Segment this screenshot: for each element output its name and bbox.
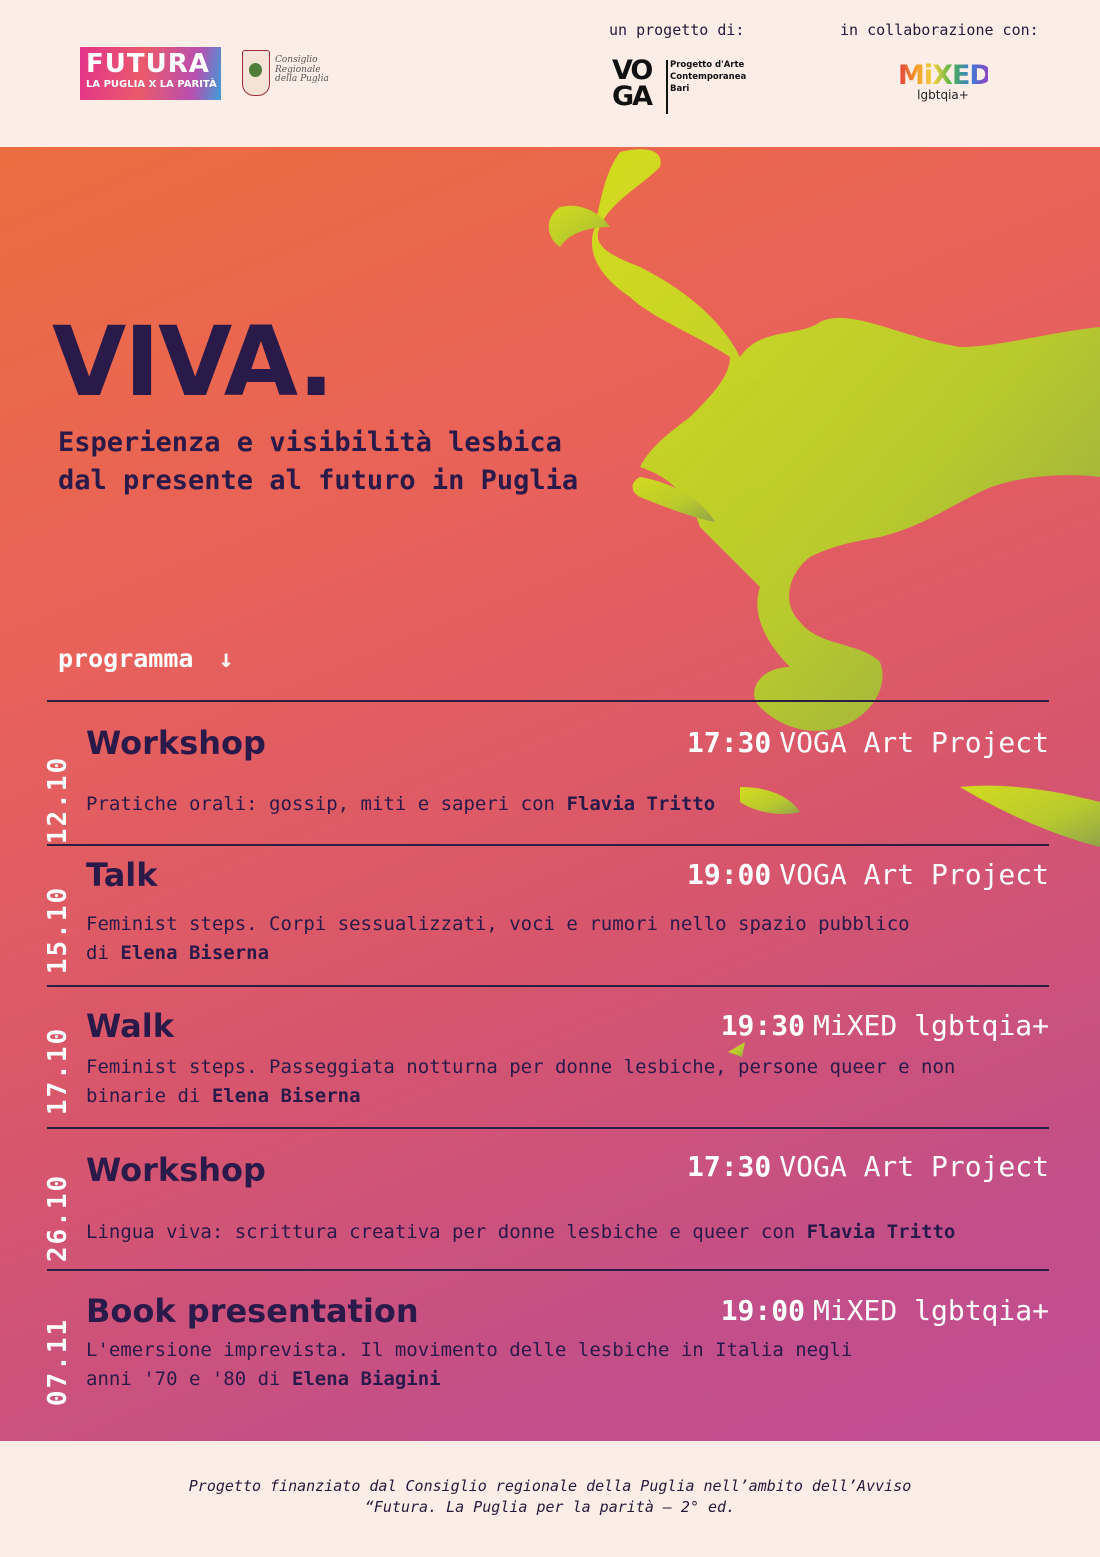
consiglio-regionale-logo <box>242 48 342 98</box>
collab-label: in collaborazione con: <box>840 21 1039 39</box>
event-time-venue <box>721 1006 1049 1046</box>
poster-subtitle-line-1: Esperienza e visibilità lesbica <box>58 427 562 458</box>
voga-text: Progetto d'Arte Contemporanea Bari <box>670 60 747 94</box>
event-venue: VOGA Art Project <box>779 1150 1049 1183</box>
event-time: 19:30 <box>720 1009 805 1042</box>
regional-crest-icon <box>242 50 270 96</box>
program-heading <box>58 644 234 673</box>
mixed-logo-sub: lgbtqia+ <box>917 88 969 102</box>
event-date: 26.10 <box>43 1173 73 1263</box>
event-venue: VOGA Art Project <box>779 858 1049 891</box>
voga-mark: VO GA <box>612 55 652 112</box>
event-description: Feminist steps. Passeggiata notturna per donne lesbiche, persone queer e non binarie di Elena Biserna <box>86 1056 956 1107</box>
arrow-down-icon: ↓ <box>218 644 234 673</box>
mixed-logo-mark: MiXED <box>898 60 991 91</box>
event-type: Workshop <box>86 1151 266 1189</box>
divider <box>47 844 1049 846</box>
poster-subtitle <box>58 424 578 500</box>
event-time: 19:00 <box>686 858 772 891</box>
event-date: 12.10 <box>43 755 73 845</box>
event-type: Workshop <box>86 724 266 762</box>
event-time-venue <box>687 855 1049 895</box>
footer-funding-note <box>0 1441 1100 1557</box>
consiglio-name: Consiglio Regionale della Puglia <box>275 55 329 84</box>
header <box>0 0 1100 147</box>
voga-logo <box>612 55 752 116</box>
event-venue: MiXED lgbtqia+ <box>812 1009 1049 1042</box>
divider <box>47 1127 1049 1129</box>
event-date: 07.11 <box>43 1317 73 1407</box>
event-description: Pratiche orali: gossip, miti e saperi con Flavia Tritto <box>86 793 716 815</box>
voga-divider <box>666 60 668 114</box>
footer-line-2: “Futura. La Puglia per la parità – 2° ed. <box>364 1498 736 1516</box>
event-date: 15.10 <box>43 885 73 975</box>
event-venue: VOGA Art Project <box>779 726 1049 759</box>
program-label: programma <box>58 644 194 673</box>
mixed-logo <box>898 60 991 116</box>
event-time: 17:30 <box>686 726 772 759</box>
event-date: 17.10 <box>43 1026 73 1116</box>
poster-subtitle-line-2: dal presente al futuro in Puglia <box>58 465 579 496</box>
footer-line-1: Progetto finanziato dal Consiglio regionale della Puglia nell’ambito dell’Avviso <box>188 1477 912 1495</box>
futura-logo <box>80 47 221 100</box>
event-type: Book presentation <box>86 1292 419 1330</box>
event-type: Walk <box>86 1007 174 1045</box>
event-time-venue <box>687 1147 1049 1187</box>
event-venue: MiXED lgbtqia+ <box>812 1294 1049 1327</box>
poster <box>0 147 1100 1441</box>
poster-title: VIVA. <box>52 306 333 418</box>
futura-logo-main: FUTURA <box>86 49 210 79</box>
divider <box>47 700 1049 702</box>
event-time: 17:30 <box>686 1150 772 1183</box>
event-time-venue <box>687 723 1049 763</box>
project-label: un progetto di: <box>609 21 745 39</box>
event-type: Talk <box>86 856 158 894</box>
divider <box>47 985 1049 987</box>
event-time: 19:00 <box>720 1294 805 1327</box>
event-description: Lingua viva: scrittura creativa per donne lesbiche e queer con Flavia Tritto <box>86 1221 956 1243</box>
futura-logo-tagline: LA PUGLIA X LA PARITÀ <box>86 79 217 90</box>
event-time-venue <box>721 1291 1049 1331</box>
event-description: Feminist steps. Corpi sessualizzati, voci e rumori nello spazio pubblico di Elena Biserna <box>86 913 910 964</box>
divider <box>47 1269 1049 1271</box>
event-description: L'emersione imprevista. Il movimento delle lesbiche in Italia negli anni '70 e '80 di Elena Biagini <box>86 1339 853 1390</box>
